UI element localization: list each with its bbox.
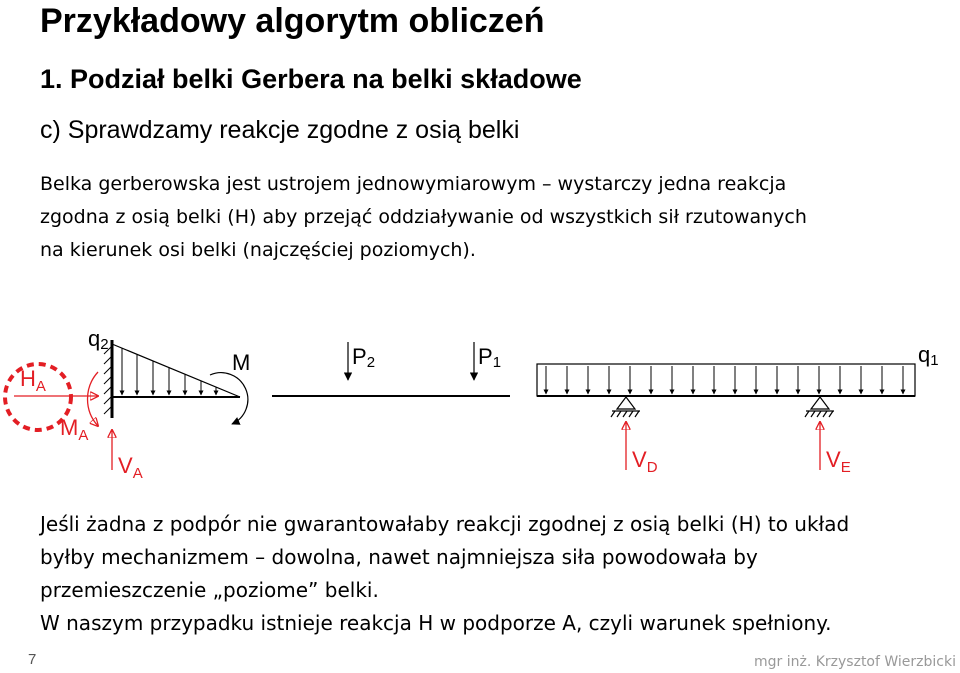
label-p1: P1 — [478, 344, 502, 371]
conclusion-line: Jeśli żadna z podpór nie gwarantowałaby reakcji zgodnej z osią belki (H) to układ — [40, 512, 850, 536]
slide-title: Przykładowy algorytm obliczeń — [40, 2, 545, 40]
intro-line: zgodna z osią belki (H) aby przejąć oddziaływanie od wszystkich sił rzutowanych — [40, 206, 807, 228]
page-number: 7 — [28, 651, 37, 668]
reaction-ma-arrow — [88, 372, 98, 426]
subsection-heading: c) Sprawdzamy reakcje zgodne z osią belki — [40, 116, 520, 144]
section-heading: 1. Podział belki Gerbera na belki składowe — [40, 64, 582, 94]
gerber-beam-diagram — [0, 320, 960, 490]
right-beam — [537, 364, 915, 470]
intro-paragraph — [40, 168, 945, 267]
support-d — [611, 397, 640, 417]
middle-beam — [272, 342, 510, 396]
conclusion-line: W naszym przypadku istnieje reakcja H w podporze A, czyli warunek spełniony. — [40, 611, 832, 635]
support-e — [805, 397, 834, 417]
conclusion-line: byłby mechanizmem – dowolna, nawet najmniejsza siła powodowała by — [40, 545, 758, 569]
cantilever-beam — [104, 340, 251, 424]
label-ha: $H_A$ — [20, 366, 46, 395]
label-vd: $V_D$ — [632, 447, 658, 476]
label-p2: P2 — [352, 344, 376, 371]
author-footer: mgr inż. Krzysztof Wierzbicki — [753, 654, 956, 670]
distributed-load-q2 — [122, 348, 216, 395]
conclusion-line: przemieszczenie „poziome” belki. — [40, 578, 379, 602]
intro-line: Belka gerberowska jest ustrojem jednowymiarowym – wystarczy jedna reakcja — [40, 173, 787, 195]
label-ma: $M_A$ — [60, 415, 89, 444]
label-va: $V_A$ — [118, 453, 143, 482]
label-q2: q2 — [88, 326, 109, 353]
label-q1: q1 — [918, 342, 939, 369]
moment-m-arrow — [210, 373, 248, 424]
conclusion-paragraph — [40, 508, 945, 640]
label-m: M — [232, 350, 251, 375]
distributed-load-q1 — [546, 366, 903, 394]
intro-line: na kierunek osi belki (najczęściej poziomych). — [40, 239, 476, 261]
label-ve: $V_E$ — [826, 447, 851, 476]
